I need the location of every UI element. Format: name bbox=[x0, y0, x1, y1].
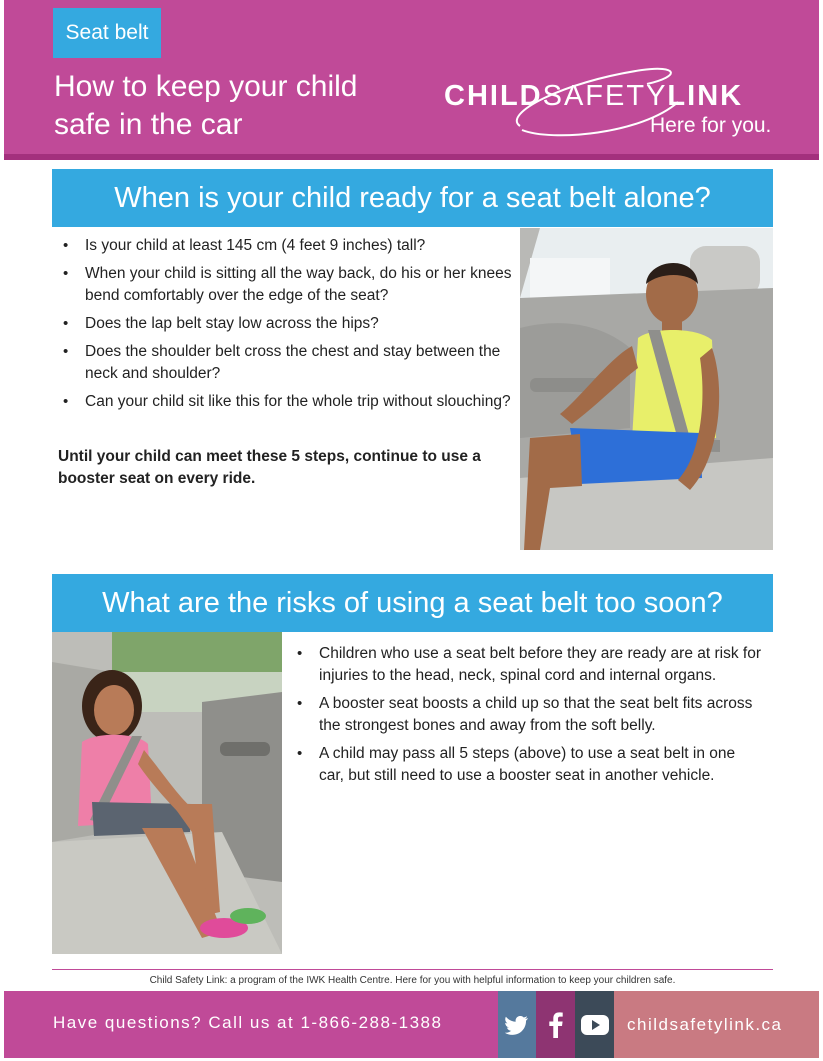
list-item: • A child may pass all 5 steps (above) to use a seat belt in one car, but still need to use a booster seat in another vehicle. bbox=[292, 743, 762, 787]
booster-reminder: Until your child can meet these 5 steps, continue to use a booster seat on every ride. bbox=[58, 448, 481, 487]
youtube-icon[interactable] bbox=[575, 991, 614, 1058]
phone-callout[interactable]: Have questions? Call us at 1-866-288-1388 bbox=[53, 1013, 443, 1032]
list-item: • A booster seat boosts a child up so that the seat belt fits across the strongest bones and away from the soft belly. bbox=[292, 693, 762, 737]
list-item: • Is your child at least 145 cm (4 feet 9 inches) tall? bbox=[58, 235, 518, 257]
logo-tagline: Here for you. bbox=[650, 114, 772, 137]
footer-note: Child Safety Link: a program of the IWK Health Centre. Here for you with helpful information to keep your children safe. bbox=[149, 975, 676, 986]
page bbox=[4, 0, 819, 1058]
contact-bar bbox=[4, 991, 819, 1058]
logo-word-link: LINK bbox=[667, 80, 744, 112]
photo-girl-seatbelt bbox=[52, 632, 282, 954]
list-item: • When your child is sitting all the way back, do his or her knees bend comfortably over the edge of the seat? bbox=[58, 263, 518, 307]
topic-tag: Seat belt bbox=[53, 8, 161, 58]
logo-word-safety: SAFETY bbox=[542, 80, 668, 112]
photo-boy-seatbelt bbox=[520, 228, 773, 550]
risks-list bbox=[292, 643, 762, 793]
readiness-checklist bbox=[58, 235, 518, 419]
header bbox=[4, 0, 819, 158]
twitter-icon[interactable] bbox=[498, 991, 536, 1058]
logo-wordmark bbox=[444, 80, 743, 113]
list-item: • Does the lap belt stay low across the hips? bbox=[58, 313, 518, 335]
section-heading-ready: When is your child ready for a seat belt alone? bbox=[52, 169, 773, 227]
list-item: • Children who use a seat belt before they are ready are at risk for injuries to the head, neck, spinal cord and internal organs. bbox=[292, 643, 762, 687]
page-title: How to keep your child safe in the car bbox=[54, 70, 358, 141]
section-heading-risks: What are the risks of using a seat belt too soon? bbox=[52, 574, 773, 632]
logo-word-child: CHILD bbox=[444, 80, 543, 112]
list-item: • Can your child sit like this for the whole trip without slouching? bbox=[58, 391, 518, 413]
website-link[interactable]: childsafetylink.ca bbox=[614, 991, 819, 1058]
facebook-icon[interactable] bbox=[536, 991, 575, 1058]
list-item: • Does the shoulder belt cross the chest and stay between the neck and shoulder? bbox=[58, 341, 518, 385]
child-safety-link-logo bbox=[442, 62, 782, 142]
header-stripe bbox=[4, 154, 819, 160]
footer-divider bbox=[52, 969, 773, 970]
